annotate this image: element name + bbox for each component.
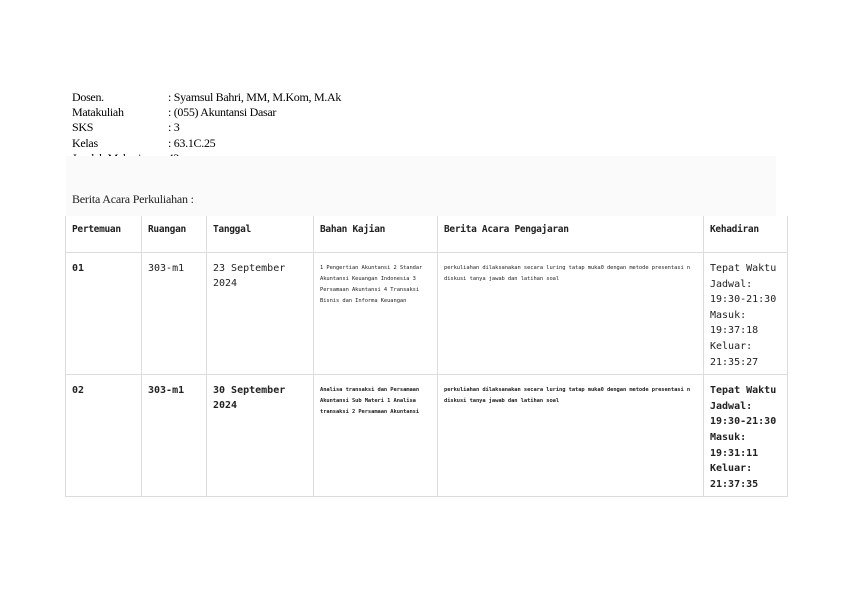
cell-ruangan: 303-m1	[142, 375, 207, 497]
attendance-table	[65, 216, 788, 497]
section-title: Berita Acara Perkuliahan :	[72, 192, 194, 206]
info-label: Matakuliah	[72, 105, 124, 120]
cell-kehadiran	[704, 253, 788, 375]
section-background	[66, 156, 776, 216]
cell-berita-acara: perkuliahan dilaksanakan secara luring tatap muka0 dengan metode presentasi n diskusi tanya jawab dan latihan soal	[438, 375, 704, 497]
info-value: : (055) Akuntansi Dasar	[168, 105, 277, 120]
header-berita-acara: Berita Acara Pengajaran	[438, 216, 704, 253]
header-tanggal: Tanggal	[207, 216, 314, 253]
info-value: : Syamsul Bahri, MM, M.Kom, M.Ak	[168, 90, 342, 104]
header-bahan-kajian: Bahan Kajian	[314, 216, 438, 253]
attendance-status: Tepat Waktu	[710, 385, 777, 397]
info-row-dosen	[72, 90, 341, 105]
cell-pertemuan: 01	[66, 253, 142, 375]
header-ruangan: Ruangan	[142, 216, 207, 253]
attendance-label: Jadwal:	[710, 278, 753, 290]
attendance-value: 19:30-21:30	[710, 294, 777, 306]
info-label: SKS	[72, 120, 94, 135]
cell-kehadiran	[704, 375, 788, 497]
cell-tanggal: 23 September 2024	[207, 253, 314, 375]
table-row	[66, 375, 788, 497]
attendance-label: Jadwal:	[710, 400, 753, 412]
cell-ruangan: 303-m1	[142, 253, 207, 375]
attendance-label: Keluar:	[710, 340, 753, 352]
attendance-status: Tepat Waktu	[710, 263, 777, 274]
attendance-value: 19:30-21:30	[710, 416, 777, 428]
info-label: Dosen.	[72, 90, 104, 104]
header-kehadiran: Kehadiran	[704, 216, 788, 253]
cell-tanggal: 30 September 2024	[207, 375, 314, 497]
attendance-label: Masuk:	[710, 309, 747, 321]
info-value: : 3	[168, 120, 180, 135]
attendance-value: 21:35:27	[710, 356, 759, 368]
table-row	[66, 253, 788, 375]
attendance-value: 19:31:11	[710, 447, 759, 459]
cell-bahan-kajian: 1 Pengertian Akuntansi 2 Standar Akuntansi Keuangan Indonesia 3 Persamaan Akuntansi 4 Transaksi Bisnis dan Informa Keuangan	[314, 253, 438, 375]
info-value: : 63.1C.25	[168, 135, 216, 150]
attendance-value: 19:37:18	[710, 325, 759, 337]
attendance-value: 21:37:35	[710, 478, 759, 490]
attendance-label: Masuk:	[710, 431, 747, 443]
info-row-sks	[72, 120, 341, 135]
attendance-label: Keluar:	[710, 463, 753, 475]
cell-berita-acara: perkuliahan dilaksanakan secara luring tatap muka0 dengan metode presentasi n diskusi tanya jawab dan latihan soal	[438, 253, 704, 375]
info-label: Kelas	[72, 135, 98, 150]
course-info	[72, 90, 341, 166]
info-row-matakuliah	[72, 105, 341, 120]
cell-pertemuan: 02	[66, 375, 142, 497]
info-row-kelas	[72, 136, 341, 151]
table-header-row	[66, 216, 788, 253]
cell-bahan-kajian: Analisa transaksi dan Persamaan Akuntansi Sub Materi 1 Analisa transaksi 2 Persamaan Akuntansi	[314, 375, 438, 497]
header-pertemuan: Pertemuan	[66, 216, 142, 253]
